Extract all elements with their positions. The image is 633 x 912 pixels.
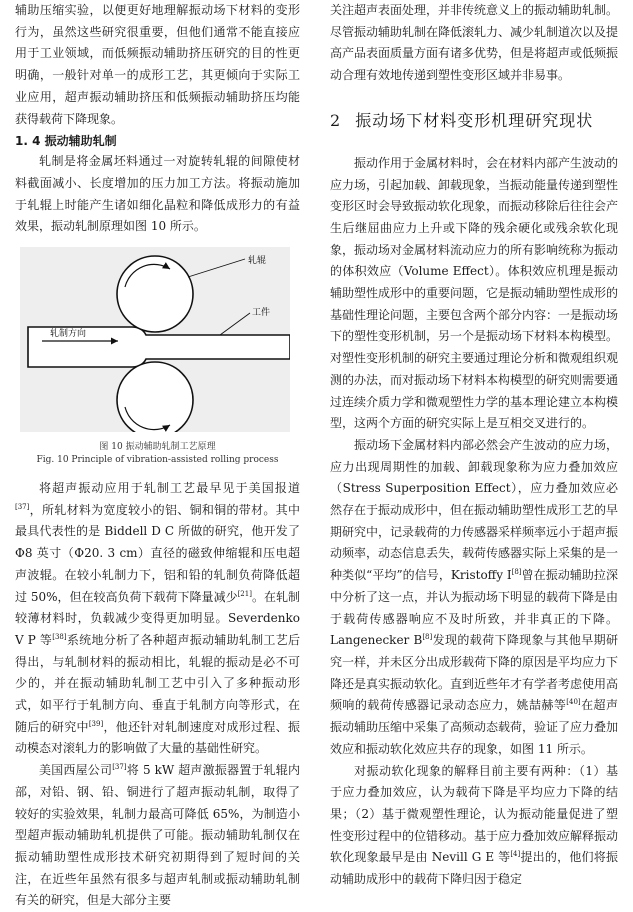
left-paragraph-3: 将超声振动应用于轧制工艺最早见于美国报道[37]，所轧材料为宽度较小的铝、铜和铜的带材。其中最具代表性的是 Biddell D C 所做的研究，他开发了 Φ8 英寸（Φ20. 3 cm）直径的磁致伸缩辊和压电超声波辊。在较小轧制力下，铝和铅的轧制负荷降低超过 50%，但在较高负荷下载荷下降量减少[21]。在轧制较薄材料时，负载减少变得更加明显。Severdenko V P 等[38]系统地分析了各种超声振动辅助轧制工艺后得出，与轧制材料的振动相比，轧辊的振动是必不可少的，并在振动辅助轧制工艺中引入了多种振动形式，如平行于轧制方向、垂直于轧制方向等形式，在随后的研究中[39]，他还针对轧制速度对成形过程、振动模态对滚轧力的影响做了大量的基础性研究。 [15,481,300,756]
right-column [330,0,618,891]
left-paragraph-1: 辅助压缩实验，以便更好地理解振动场下材料的变形行为，虽然这些研究很重要，但他们通常不能直接应用于工业领域，而低频振动辅助挤压研究的目的性更明确，一般针对单一的成形工艺，其更倾向于实际工业应用，超声振动辅助挤压和低频振动辅助挤压均能获得载荷下降现象。 [15,3,300,126]
bottom-roller [117,362,193,432]
figure-10 [20,247,290,432]
citation: [38] [52,632,67,641]
citation: [8] [511,568,522,577]
rolling-direction-label: 轧制方向 [50,329,87,340]
citation: [39] [88,719,104,728]
citation: [37] [112,763,127,772]
section-heading-2 [330,109,618,133]
right-paragraph-2: 振动作用于金属材料时，会在材料内部产生波动的应力场，引起加载、卸载现象，当振动能量传递到塑性变形区时会导致振动软化现象，而振动移除后往往会产生后继屈曲应力上升或下降的残余硬化或残余软化现象，振动场对金属材料流动应力的所有影响统称为振动的体积效应（Volume Effect）。体积效应机理是振动辅助塑性成形中的重要问题，它是振动辅助塑性成形的基础性理论问题，主要包含两个部分内容：一是振动场下的塑性变形机制，另一个是振动场下材料本构模型。对塑性变形机制的研究主要通过理论分析和微观组织观测的办法，而对振动场下材料本构模型的研究则需要通过连续介质力学和微观塑性力学的基本理论建立本构模型，这两个方面的研究实际上是互相交叉进行的。 [330,155,619,431]
figure-caption-en: Fig. 10 Principle of vibration-assisted rolling process [36,455,279,466]
citation: [37] [15,502,30,511]
figure-caption-cn: 图 10 振动辅助轧制工艺原理 [99,442,216,453]
right-paragraph-3: 振动场下金属材料内部必然会产生波动的应力场，应力出现周期性的加载、卸载现象称为应力叠加效应（Stress Superposition Effect），应力叠加效应必然存在于振动成形中，但在振动辅助塑性成形工艺的早期研究中，记录载荷的力传感器采样频率远小于超声振动频率，动态信息丢失，载荷传感器实际上采集的是一种类似“平均”的信号，Kristoffy I[8]曾在振动辅助拉深中分析了这一点，并认为振动场下明显的载荷下降是由于载荷传感器响应不及时所致，并非真正的下降。Langenecker B[8]发现的载荷下降现象与其他早期研究一样，并未区分出成形载荷下降的原因是平均应力下降还是真实振动软化。直到近些年才有学者考虑使用高频响的载荷传感器记录动态应力，姚喆赫等[40]在超声振动辅助压缩中采集了高频动态载荷，验证了应力叠加效应和振动软化效应共存的现象，如图 11 所示。 [330,437,619,756]
section-title: 振动场下材料变形机理研究现状 [355,110,594,130]
workpiece-label: 工件 [252,308,271,319]
left-paragraph-2: 轧制是将金属坯料通过一对旋转轧辊的间隙使材料截面减小、长度增加的压力加工方法。将振动施加于轧辊上时能产生诸如细化晶粒和降低成形力的有益效果，振动轧制原理如图 10 所示。 [15,154,300,234]
left-paragraph-4: 美国西屋公司[37]将 5 kW 超声激振器置于轧辊内部，对铅、钢、铅、铜进行了超声振动轧制，取得了较好的实验效果，轧制力最高可降低 65%，为制造小型超声振动辅助轧机提供了可能。振动辅助轧制仅在振动辅助塑性成形技术研究初期得到了短时间的关注，在近些年虽然有很多与超声轧制或振动辅助轧制有关的研究，但是大部分主要 [15,763,300,908]
right-paragraph-1: 关注超声表面处理，并非传统意义上的振动辅助轧制。尽管振动辅助轧制在降低滚轧力、减少轧制道次以及提高产品表面质量方面有诸多优势，但是将超声或低频振动合理有效地传递到塑性变形区域并非易事。 [330,3,619,83]
right-paragraph-4: 对振动软化现象的解释目前主要有两种：（1）基于应力叠加效应，认为载荷下降是平均应力下降的结果；（2）基于微观塑性理论，认为振动能量促进了塑性变形过程中的位错移动。基于应力叠加效应解释振动软化现象最早是由 Nevill G E 等[4]提出的，他们将振动辅助成形中的载荷下降归因于稳定 [330,763,619,887]
section-heading-1-4: 1. 4 振动辅助轧制 [15,134,117,149]
top-roller [117,256,193,332]
citation: [8] [422,633,433,642]
section-number: 2 [330,110,342,130]
roller-label: 轧辊 [248,256,267,267]
left-column [15,0,300,912]
rolling-diagram [20,247,290,432]
citation: [21] [237,589,252,598]
citation: [40] [566,698,581,707]
citation: [4] [510,850,521,859]
